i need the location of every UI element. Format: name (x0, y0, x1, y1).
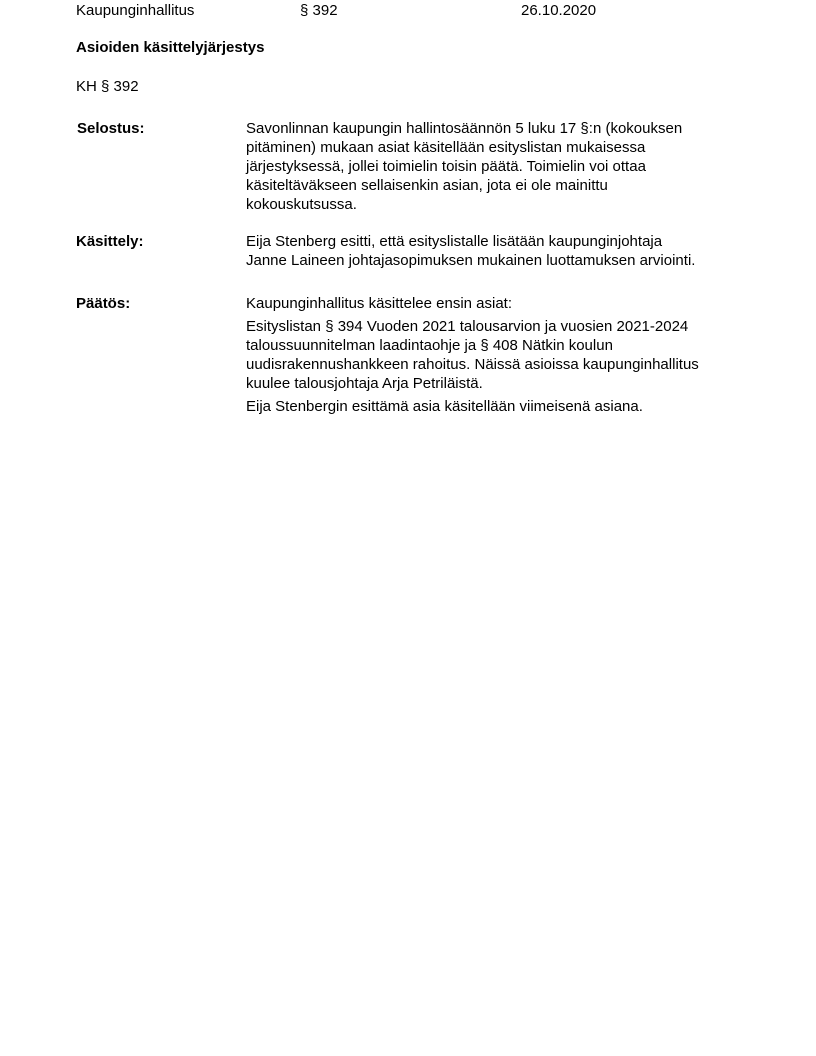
selostus-body (246, 119, 741, 214)
header-section-number: § 392 (300, 2, 338, 19)
paatos-paragraph-agenda (246, 317, 741, 393)
selostus-line: pitäminen) mukaan asiat käsitellään esityslistan mukaisessa (246, 139, 646, 156)
selostus-line: kokouskutsussa. (246, 196, 357, 213)
paatos-paragraph-final: Eija Stenbergin esittämä asia käsitellään viimeisenä asiana. (246, 398, 643, 415)
paatos-paragraph-intro: Kaupunginhallitus käsittelee ensin asiat: (246, 295, 513, 312)
document-title: Asioiden käsittelyjärjestys (76, 39, 265, 56)
header-date: 26.10.2020 (521, 2, 597, 19)
kasittely-label: Käsittely: (76, 233, 144, 250)
selostus-label: Selostus: (77, 120, 145, 137)
kasittely-line: Janne Laineen johtajasopimuksen mukainen luottamuksen arviointi. (246, 252, 696, 269)
paatos-agenda-line: kuulee talousjohtaja Arja Petriläistä. (246, 375, 483, 392)
header-organization: Kaupunginhallitus (76, 2, 195, 19)
paatos-agenda-line: taloussuunnitelman laadintaohje ja § 408 Nätkin koulun (246, 337, 613, 354)
kasittely-line: Eija Stenberg esitti, että esityslistalle lisätään kaupunginjohtaja (246, 233, 663, 250)
paatos-body (246, 294, 741, 416)
selostus-line: Savonlinnan kaupungin hallintosäännön 5 luku 17 §:n (kokouksen (246, 120, 683, 137)
paatos-label: Päätös: (76, 295, 131, 312)
kasittely-body (246, 232, 741, 270)
paatos-agenda-line: uudisrakennushankkeen rahoitus. Näissä asioissa kaupunginhallitus (246, 356, 699, 373)
paatos-agenda-line: Esityslistan § 394 Vuoden 2021 talousarvion ja vuosien 2021-2024 (246, 318, 689, 335)
document-reference: KH § 392 (76, 78, 139, 95)
selostus-line: järjestyksessä, jollei toimielin toisin päätä. Toimielin voi ottaa (246, 158, 646, 175)
selostus-line: käsiteltäväkseen sellaisenkin asian, jota ei ole mainittu (246, 177, 608, 194)
document-header (0, 0, 816, 20)
